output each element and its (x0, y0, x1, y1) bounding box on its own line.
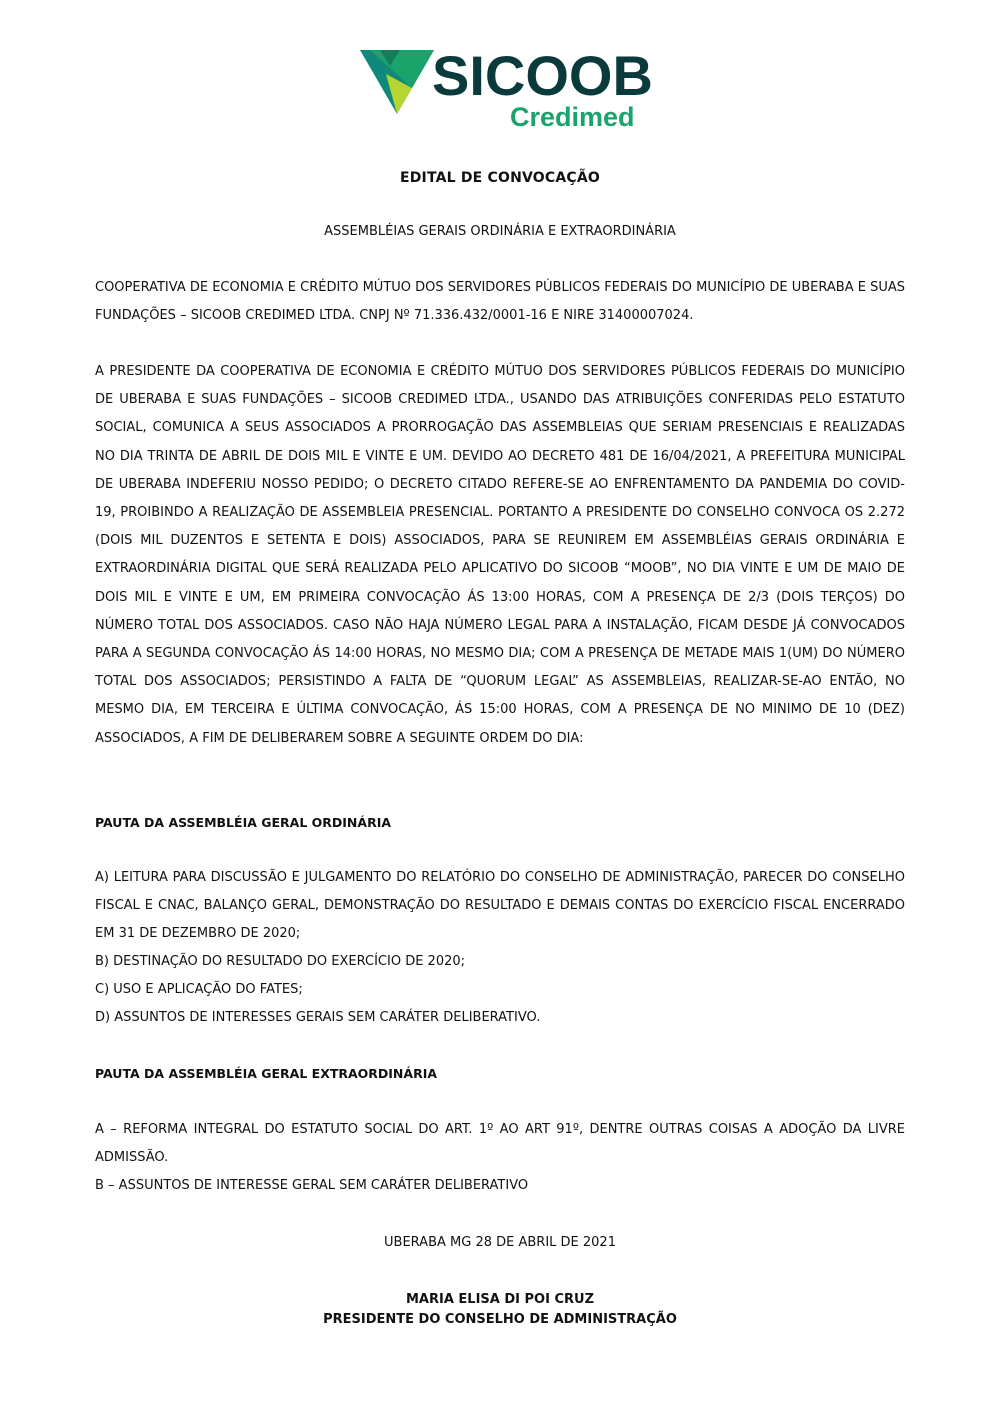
intro-paragraph: COOPERATIVA DE ECONOMIA E CRÉDITO MÚTUO DOS SERVIDORES PÚBLICOS FEDERAIS DO MUNICÍPIO DE UBERABA E SUAS FUNDAÇÕES – SICOOB CREDIMED LTDA. CNPJ Nº 71.336.432/0001-16 E NIRE 31400007024. (95, 280, 905, 324)
brand-subname: Credimed (510, 102, 635, 132)
signatory-name: MARIA ELISA DI POI CRUZ (405, 1292, 594, 1307)
document-subtitle: ASSEMBLÉIAS GERAIS ORDINÁRIA E EXTRAORDINÁRIA (324, 224, 676, 239)
sicoob-credimed-logo (360, 44, 653, 134)
document-title: EDITAL DE CONVOCAÇÃO (399, 170, 601, 186)
signatory-role: PRESIDENTE DO CONSELHO DE ADMINISTRAÇÃO (323, 1312, 677, 1327)
ordinary-item-a: A) LEITURA PARA DISCUSSÃO E JULGAMENTO DO RELATÓRIO DO CONSELHO DE ADMINISTRAÇÃO, PARECER DO CONSELHO FISCAL E CNAC, BALANÇO GERAL, DEMONSTRAÇÃO DO RESULTADO E DEMAIS CONTAS DO EXERCÍCIO FISCAL ENCERRADO EM 31 DE DEZEMBRO DE 2020; (95, 870, 905, 942)
extraordinary-item-a: A – REFORMA INTEGRAL DO ESTATUTO SOCIAL DO ART. 1º AO ART 91º, DENTRE OUTRAS COISAS A ADOÇÃO DA LIVRE ADMISSÃO. (95, 1122, 905, 1166)
ordinary-item-b: B) DESTINAÇÃO DO RESULTADO DO EXERCÍCIO DE 2020; (95, 954, 466, 969)
ordinary-item-c: C) USO E APLICAÇÃO DO FATES; (95, 982, 303, 997)
brand-wordmark: SICOOB (432, 44, 653, 107)
ordinary-agenda-heading: PAUTA DA ASSEMBLÉIA GERAL ORDINÁRIA (95, 815, 392, 830)
place-date: UBERABA MG 28 DE ABRIL DE 2021 (384, 1235, 616, 1250)
extraordinary-agenda-heading: PAUTA DA ASSEMBLÉIA GERAL EXTRAORDINÁRIA (95, 1066, 438, 1081)
ordinary-item-d: D) ASSUNTOS DE INTERESSES GERAIS SEM CARÁTER DELIBERATIVO. (95, 1010, 541, 1025)
extraordinary-item-b: B – ASSUNTOS DE INTERESSE GERAL SEM CARÁTER DELIBERATIVO (95, 1178, 529, 1193)
sicoob-shield-icon (360, 50, 434, 116)
body-paragraph: A PRESIDENTE DA COOPERATIVA DE ECONOMIA E CRÉDITO MÚTUO DOS SERVIDORES PÚBLICOS FEDERAIS DO MUNICÍPIO DE UBERABA E SUAS FUNDAÇÕES – SICOOB CREDIMED LTDA., USANDO DAS ATRIBUIÇÕES CONFERIDAS PELO ESTATUTO SOCIAL, COMUNICA A SEUS ASSOCIADOS A PRORROGAÇÃO DAS ASSEMBLEIAS QUE SERIAM PRESENCIAIS E REALIZADAS NO DIA TRINTA DE ABRIL DE DOIS MIL E VINTE E UM. DEVIDO AO DECRETO 481 DE 16/04/2021, A PREFEITURA MUNICIPAL DE UBERABA INDEFERIU NOSSO PEDIDO; O DECRETO CITADO REFERE-SE AO ENFRENTAMENTO DA PANDEMIA DO COVID-19, PROIBINDO A REALIZAÇÃO DE ASSEMBLEIA PRESENCIAL. PORTANTO A PRESIDENTE DO CONSELHO CONVOCA OS 2.272 (DOIS MIL DUZENTOS E SETENTA E DOIS) ASSOCIADOS, PARA SE REUNIREM EM ASSEMBLÉIAS GERAIS ORDINÁRIA E EXTRAORDINÁRIA DIGITAL QUE SERÁ REALIZADA PELO APLICATIVO DO SICOOB “MOOB”, NO DIA VINTE E UM DE MAIO DE DOIS MIL E VINTE E UM, EM PRIMEIRA CONVOCAÇÃO ÁS 13:00 HORAS, COM A PRESENÇA DE 2/3 (DOIS TERÇOS) DO NÚMERO TOTAL DOS ASSOCIADOS. CASO NÃO HAJA NÚMERO LEGAL PARA A INSTALAÇÃO, FICAM DESDE JÁ CONVOCADOS PARA A SEGUNDA CONVOCAÇÃO ÁS 14:00 HORAS, NO MESMO DIA; COM A PRESENÇA DE METADE MAIS 1(UM) DO NÚMERO TOTAL DOS ASSOCIADOS; PERSISTINDO A FALTA DE “QUORUM LEGAL” AS ASSEMBLEIAS, REALIZAR-SE-AO ENTÃO, NO MESMO DIA, EM TERCEIRA E ÚLTIMA CONVOCAÇÃO, ÁS 15:00 HORAS, COM A PRESENÇA DE NO MINIMO DE 10 (DEZ) ASSOCIADOS, A FIM DE DELIBERAREM SOBRE A SEGUINTE ORDEM DO DIA: (95, 364, 905, 746)
